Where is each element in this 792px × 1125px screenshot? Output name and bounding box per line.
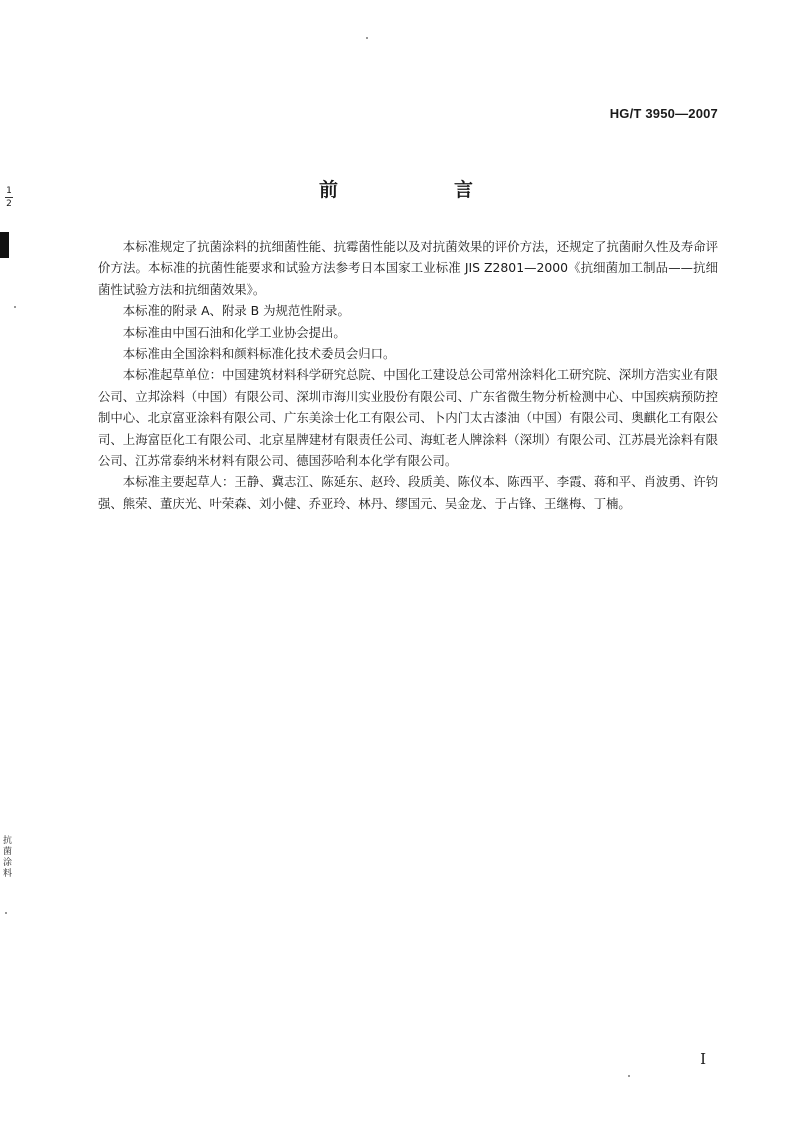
standard-code: HG/T 3950—2007	[609, 106, 718, 121]
paragraph-proposer: 本标准由中国石油和化学工业协会提出。	[122, 324, 346, 340]
page-number: I	[700, 1050, 706, 1068]
margin-fraction-mark	[5, 186, 13, 209]
paragraph-drafting-units: 本标准起草单位：中国建筑材料科学研究总院、中国化工建设总公司常州涂料化工研究院、深圳方浩实业有限公司、立邦涂料（中国）有限公司、深圳市海川实业股份有限公司、广东省微生物分析检测中心、中国疾病预防控制中心、北京富亚涂料有限公司、广东美涂士化工有限公司、卜内门太古漆油（中国）有限公司、奥麒化工有限公司、上海富臣化工有限公司、北京星牌建材有限责任公司、海虹老人牌涂料（深圳）有限公司、江苏晨光涂料有限公司、江苏常泰纳米材料有限公司、德国莎哈利本化学有限公司。	[98, 367, 718, 469]
scan-speck	[628, 1075, 630, 1077]
page-title: 前 言	[318, 179, 499, 201]
fraction-bar	[5, 197, 13, 198]
scan-speck	[5, 912, 7, 914]
scan-speck	[366, 37, 368, 39]
margin-vertical-label: 抗菌涂料	[3, 836, 13, 879]
paragraph-drafters: 本标准主要起草人：王静、冀志江、陈延东、赵玲、段质美、陈仪本、陈西平、李霞、蒋和平、肖波勇、许钧强、熊荣、董庆光、叶荣森、刘小健、乔亚玲、林丹、缪国元、吴金龙、于占锋、王继梅、丁楠。	[98, 474, 718, 511]
binding-mark	[0, 232, 9, 258]
fraction-bottom: 2	[6, 199, 12, 209]
paragraph-committee: 本标准由全国涂料和颜料标准化技术委员会归口。	[122, 346, 396, 362]
paragraph-scope: 本标准规定了抗菌涂料的抗细菌性能、抗霉菌性能以及对抗菌效果的评价方法，还规定了抗菌耐久性及寿命评价方法。本标准的抗菌性能要求和试验方法参考日本国家工业标准 JIS Z2801—2000《抗细菌加工制品——抗细菌性试验方法和抗细菌效果》。	[98, 239, 718, 297]
fraction-top: 1	[6, 186, 12, 196]
paragraph-annex: 本标准的附录 A、附录 B 为规范性附录。	[122, 303, 350, 319]
foreword-body	[98, 236, 718, 514]
scan-speck	[14, 306, 16, 308]
